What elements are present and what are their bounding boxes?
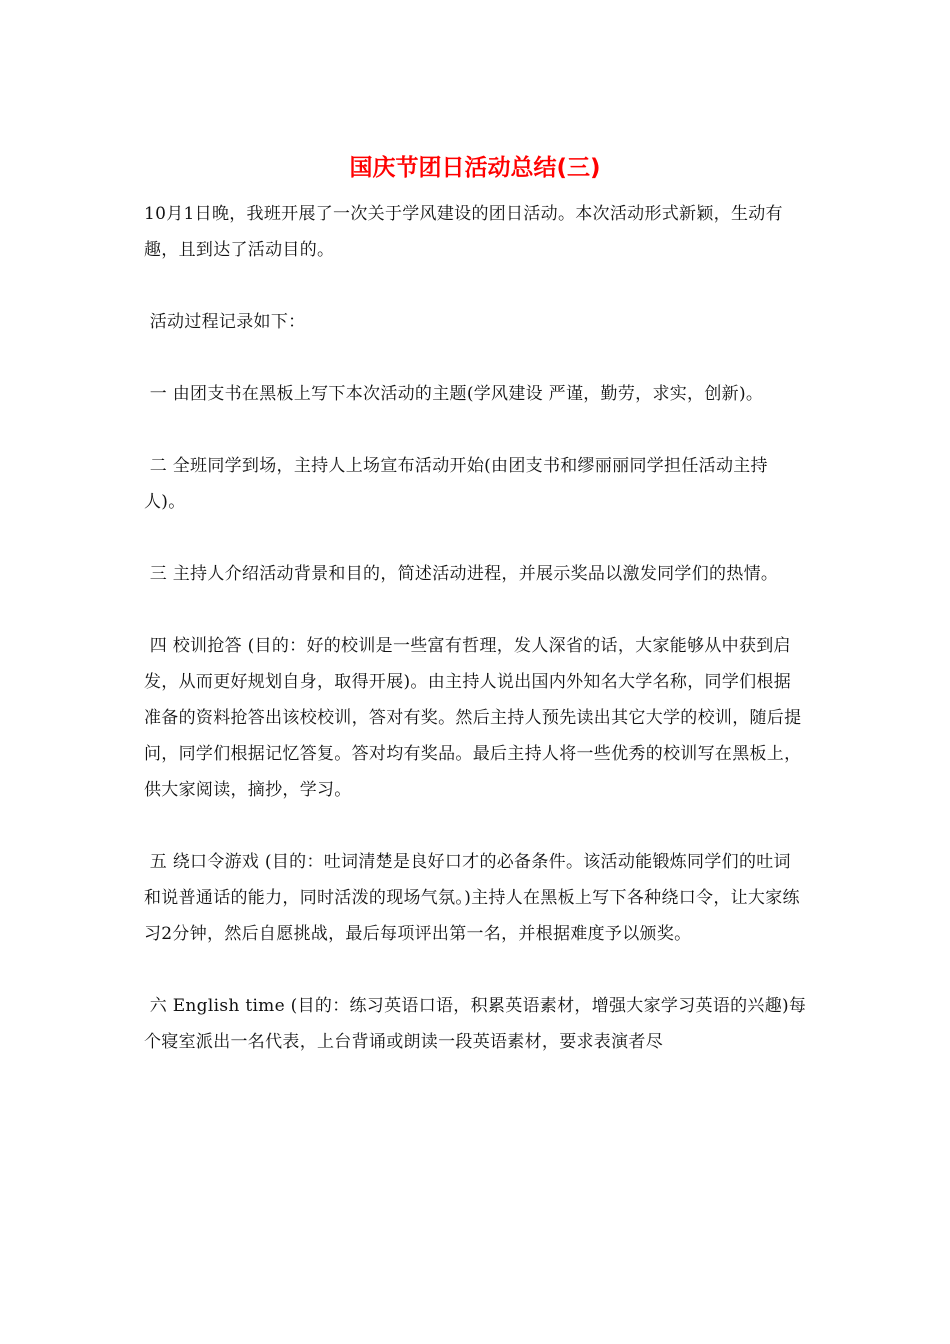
paragraph-step-1: 一 由团支书在黑板上写下本次活动的主题(学风建设 严谨，勤劳，求实，创新)。 (144, 384, 764, 404)
paragraph-process-heading: 活动过程记录如下： (144, 312, 306, 332)
document-title: 国庆节团日活动总结(三) (349, 155, 601, 181)
paragraph-step-6: 六 English time (目的：练习英语口语，积累英语素材，增强大家学习英语的兴趣)每个寝室派出一名代表，上台背诵或朗读一段英语素材，要求表演者尽 (144, 996, 807, 1052)
paragraph-intro: 10月1日晚，我班开展了一次关于学风建设的团日活动。本次活动形式新颖，生动有趣，且到达了活动目的。 (144, 204, 783, 260)
document-body (144, 196, 808, 1096)
paragraph-step-3: 三 主持人介绍活动背景和目的，简述活动进程，并展示奖品以激发同学们的热情。 (144, 564, 779, 584)
paragraph-step-2: 二 全班同学到场，主持人上场宣布活动开始(由团支书和缪丽丽同学担任活动主持人)。 (144, 456, 768, 512)
paragraph-step-5: 五 绕口令游戏 (目的：吐词清楚是良好口才的必备条件。该活动能锻炼同学们的吐词和说普通话的能力，同时活泼的现场气氛。)主持人在黑板上写下各种绕口令，让大家练习2分钟，然后自愿挑战，最后每项评出第一名，并根据难度予以颁奖。 (144, 852, 800, 944)
paragraph-step-4: 四 校训抢答 (目的：好的校训是一些富有哲理，发人深省的话，大家能够从中获到启发，从而更好规划自身，取得开展)。由主持人说出国内外知名大学名称，同学们根据准备的资料抢答出该校校训，答对有奖。然后主持人预先读出其它大学的校训，随后提问，同学们根据记忆答复。答对均有奖品。最后主持人将一些优秀的校训写在黑板上，供大家阅读，摘抄，学习。 (144, 636, 802, 800)
